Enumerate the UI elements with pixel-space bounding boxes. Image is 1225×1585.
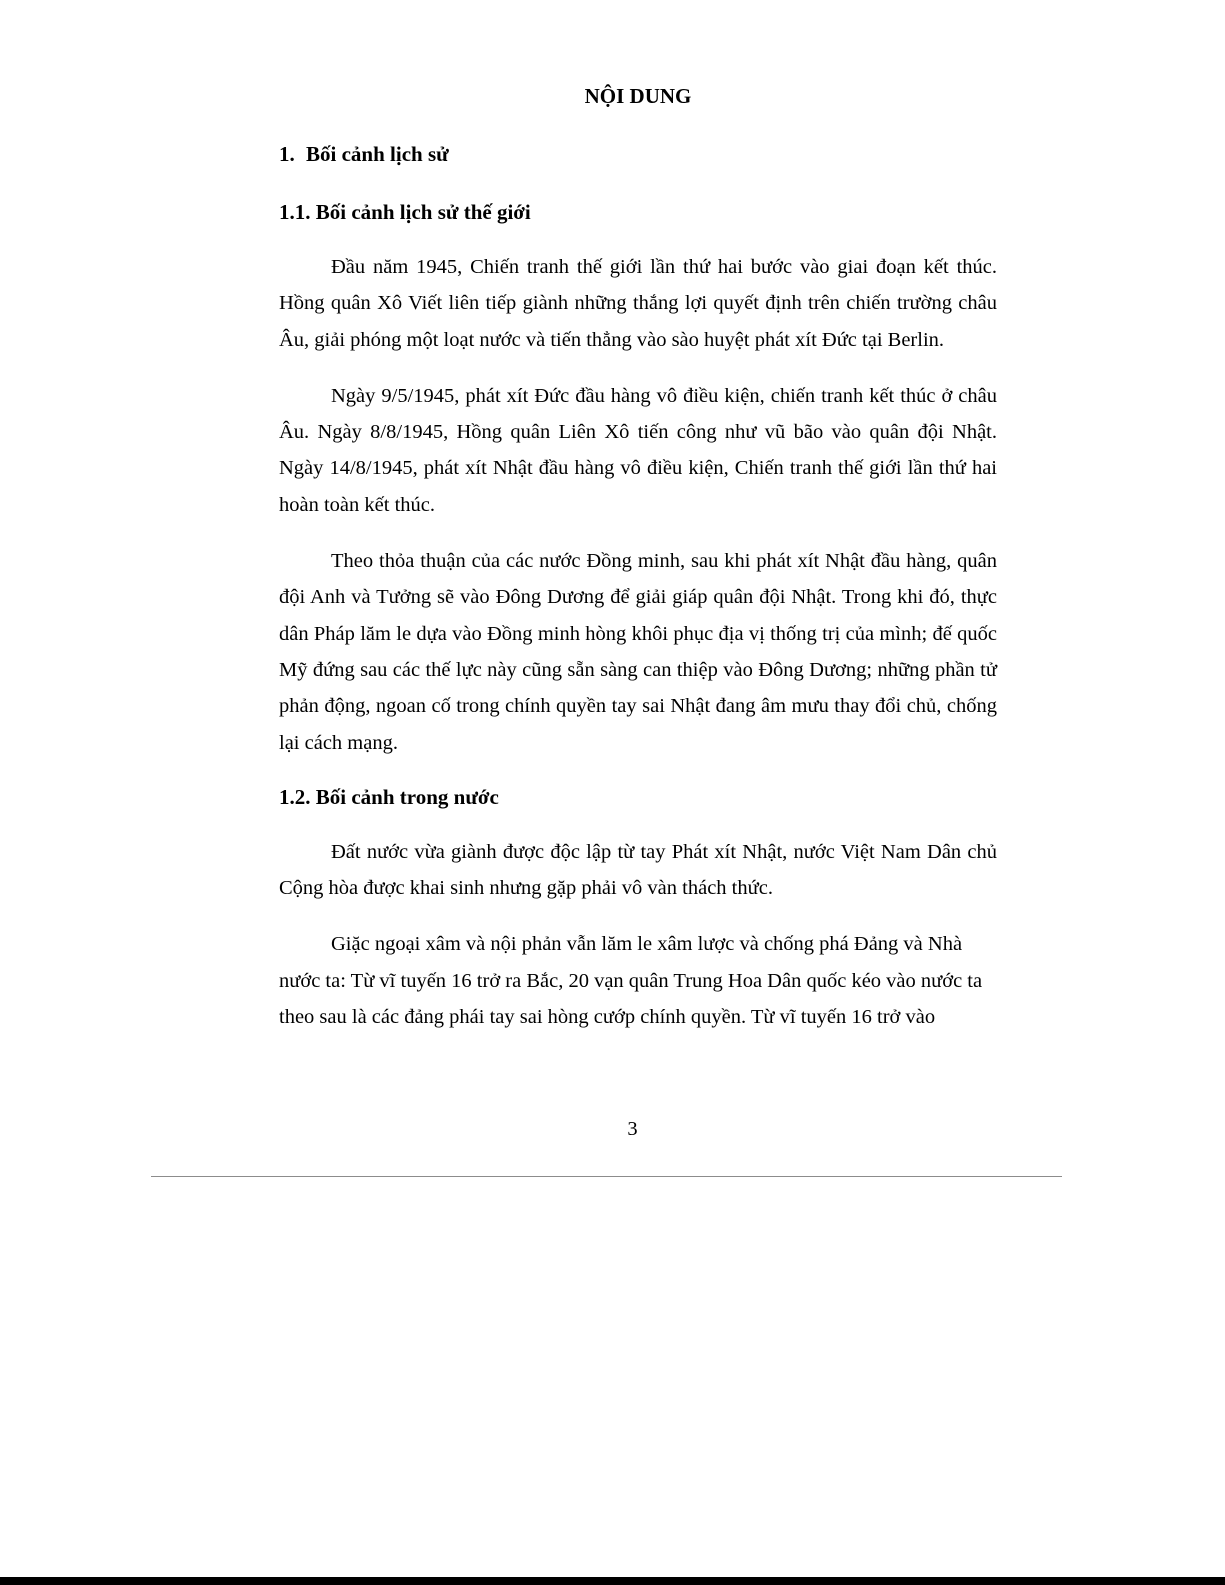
section-1-2-paragraph-2: Giặc ngoại xâm và nội phản vẫn lăm le xâm lược và chống phá Đảng và Nhà nước ta: Từ vĩ tuyến 16 trở ra Bắc, 20 vạn quân Trung Hoa Dân quốc kéo vào nước ta theo sau là các đảng phái tay sai hòng cướp chính quyền. Từ vĩ tuyến 16 trở vào [279, 933, 983, 1029]
section-1-2-heading: 1.2. Bối cảnh trong nước [279, 784, 499, 809]
section-1-1-paragraph-3: Theo thỏa thuận của các nước Đồng minh, sau khi phát xít Nhật đầu hàng, quân đội Anh và Tưởng sẽ vào Đông Dương để giải giáp quân đội Nhật. Trong khi đó, thực dân Pháp lăm le dựa vào Đồng minh hòng khôi phục địa vị thống trị của mình; đế quốc Mỹ đứng sau các thế lực này cũng sẵn sàng can thiệp vào Đông Dương; những phần tử phản động, ngoan cố trong chính quyền tay sai Nhật đang âm mưu thay đổi chủ, chống lại cách mạng. [279, 550, 997, 754]
page-title: NỘI DUNG [584, 84, 692, 108]
page-number: 3 [627, 1118, 638, 1140]
section-1-1-heading: 1.1. Bối cảnh lịch sử thế giới [279, 200, 531, 224]
section-1-2-paragraph-1: Đất nước vừa giành được độc lập từ tay Phát xít Nhật, nước Việt Nam Dân chủ Cộng hòa được khai sinh nhưng gặp phải vô vàn thách thức. [279, 840, 997, 900]
section-1-heading [279, 138, 997, 170]
section-1-1-paragraph-1: Đầu năm 1945, Chiến tranh thế giới lần thứ hai bước vào giai đoạn kết thúc. Hồng quân Xô Viết liên tiếp giành những thắng lợi quyết định trên chiến trường châu Âu, giải phóng một loạt nước và tiến thẳng vào sào huyệt phát xít Đức tại Berlin. [279, 256, 997, 351]
page-content [279, 80, 997, 1035]
bottom-edge-bar [0, 1577, 1225, 1585]
section-1-heading-text: Bối cảnh lịch sử [306, 142, 449, 166]
section-1-1-paragraph-2: Ngày 9/5/1945, phát xít Đức đầu hàng vô điều kiện, chiến tranh kết thúc ở châu Âu. Ngày 8/8/1945, Hồng quân Liên Xô tiến công như vũ bão vào quân đội Nhật. Ngày 14/8/1945, phát xít Nhật đầu hàng vô điều kiện, Chiến tranh thế giới lần thứ hai hoàn toàn kết thúc. [279, 384, 997, 516]
section-1-number: 1. [279, 142, 295, 166]
page-break-divider [151, 1176, 1062, 1177]
